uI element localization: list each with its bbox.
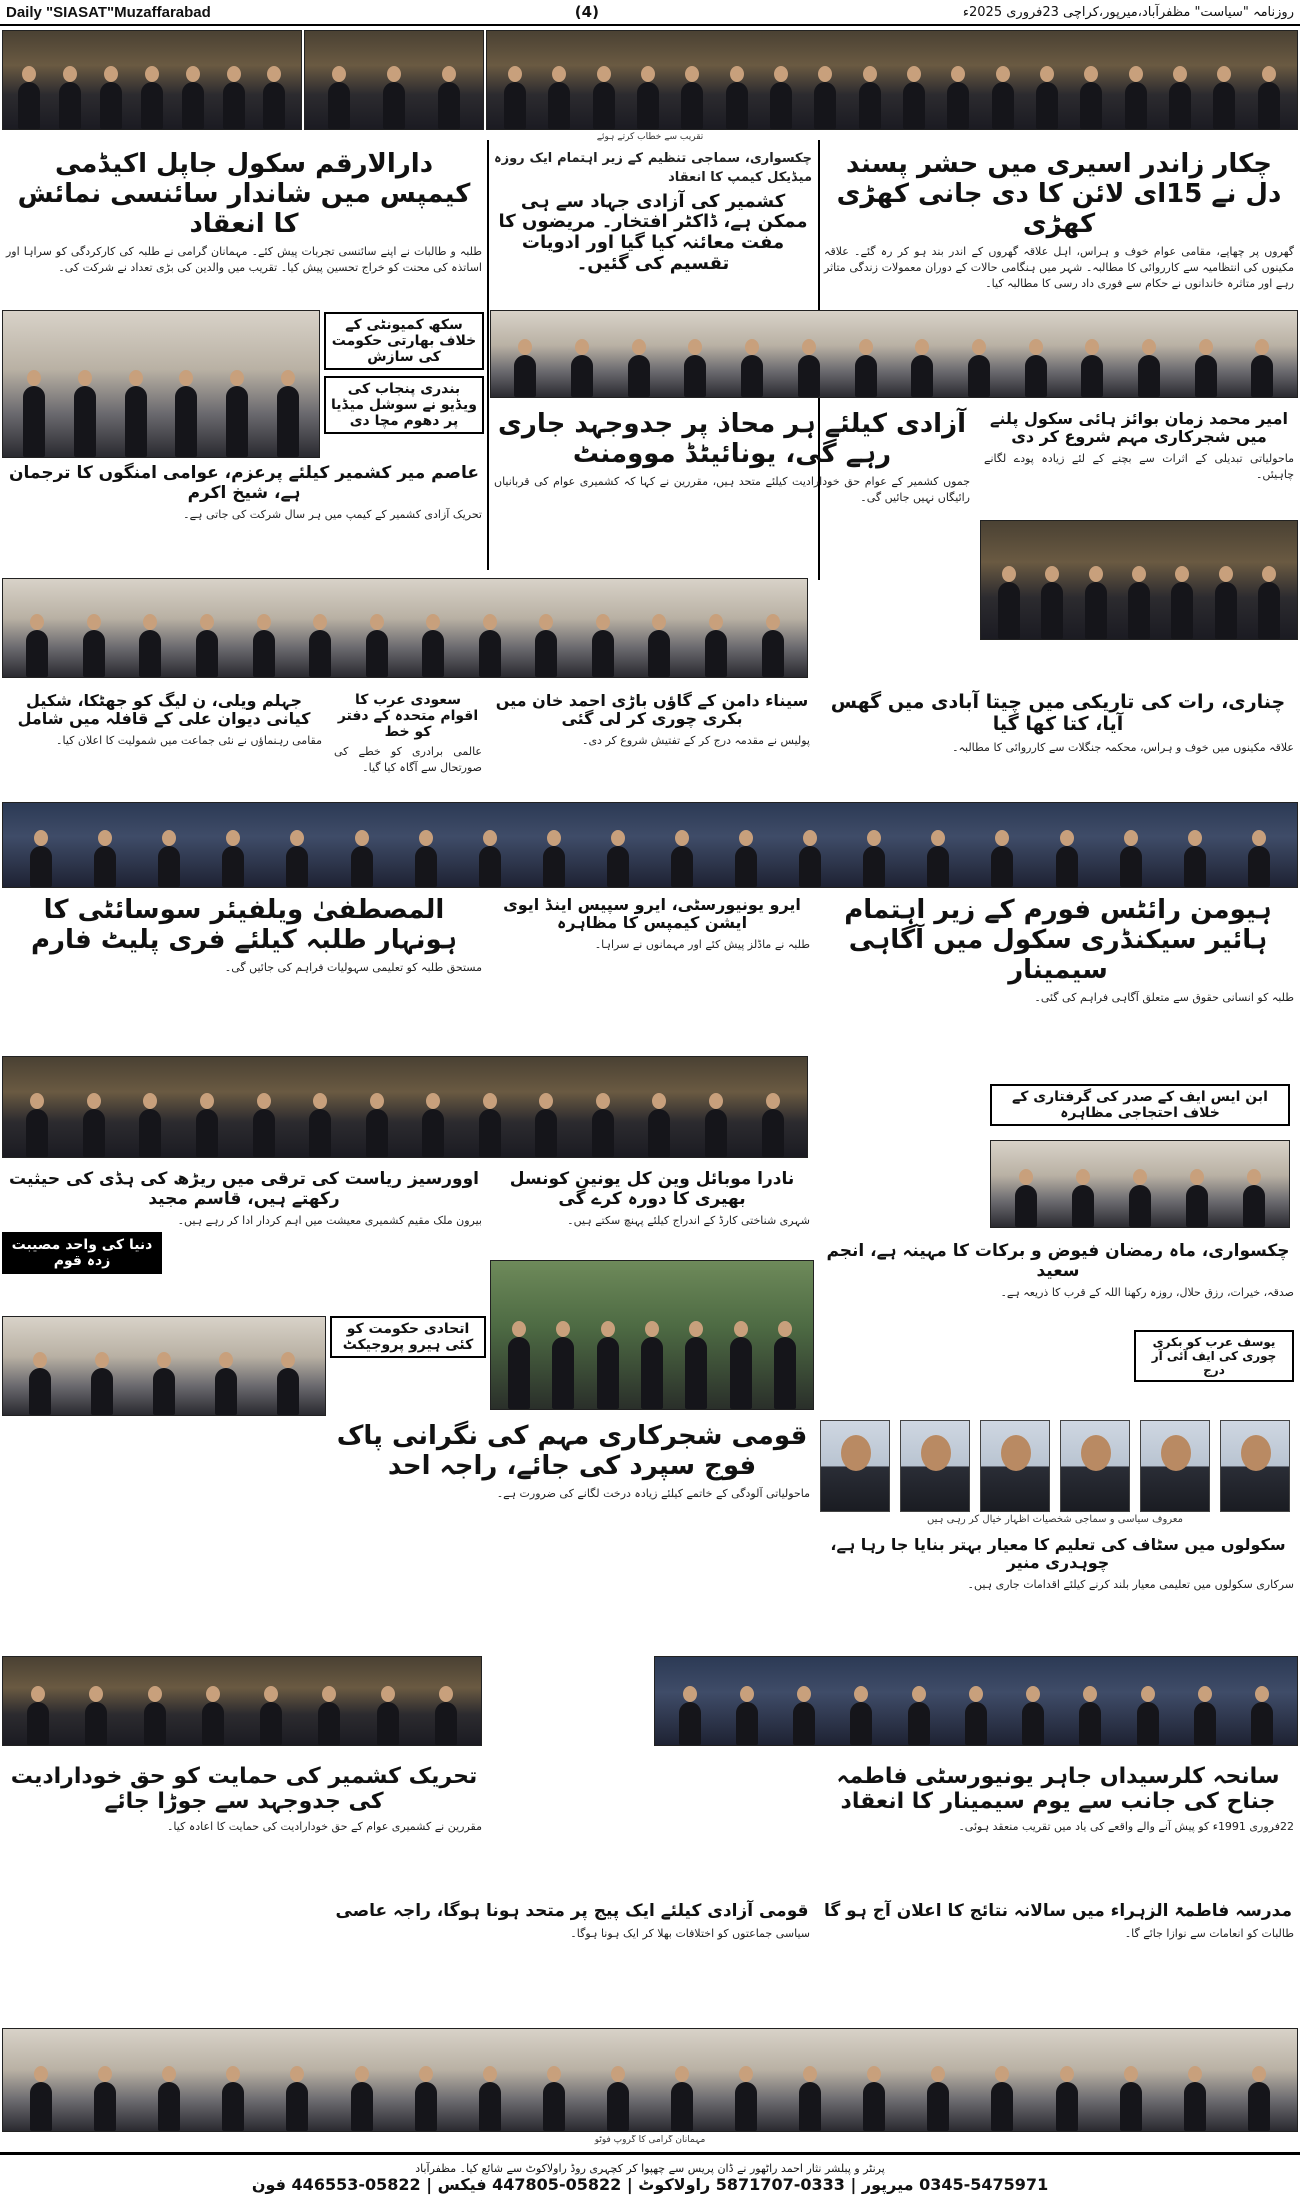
headline: سانحہ کلرسیداں جاہر یونیورسٹی فاطمہ جناح کی جانب سے یوم سیمینار کا انعقاد — [836, 1764, 1280, 1815]
article-body: سرکاری سکولوں میں تعلیمی معیار بلند کرنے کیلئے اقدامات جاری ہیں۔ — [967, 1577, 1294, 1591]
headline: کشمیر کی آزادی جہاد سے ہی ممکن ہے، ڈاکٹر افتخار۔ مریضوں کا مفت معائنہ کیا گیا اور ادویات تقسیم کی گئیں۔ — [498, 190, 808, 274]
article-body: شہری شناختی کارڈ کے اندراج کیلئے پہنچ سکتے ہیں۔ — [567, 1214, 810, 1228]
article-body: ماحولیاتی آلودگی کے خاتمے کیلئے زیادہ درخت لگانے کی ضرورت ہے۔ — [496, 1486, 810, 1500]
paper-name: Daily "SIASAT"Muzaffarabad — [6, 3, 211, 21]
article-a18 — [818, 1534, 1298, 1595]
date-line: روزنامہ "سیاست" مظفرآباد،میرپور،کراچی 23فروری 2025ء — [962, 4, 1294, 20]
headline: المصطفیٰ ویلفیئر سوسائٹی کا ہونہار طلبہ کیلئے فری پلیٹ فارم — [30, 895, 458, 955]
article-body: طلبہ کو انسانی حقوق سے متعلق آگاہی فراہم کی گئی۔ — [1034, 990, 1294, 1004]
photo-row4-right — [990, 1140, 1290, 1228]
headline: قومی شجرکاری مہم کی نگرانی پاک فوج سپرد کی جائے، راجہ احد — [336, 1421, 808, 1481]
headline: نادرا موبائل وین کل یونین کونسل بھیری کا دورہ کرے گی — [509, 1169, 795, 1209]
article-a2 — [2, 148, 486, 278]
article-a3 — [490, 148, 816, 276]
article-body: مستحق طلبہ کو تعلیمی سہولیات فراہم کی جائیں گی۔ — [224, 960, 482, 974]
footer-imprint: پرنٹر و پبلشر نثار احمد راٹھور نے ڈان پریس سے چھپوا کر کچہری روڈ راولاکوٹ سے شائع کیا۔ مظفرآباد — [415, 2161, 885, 2175]
article-a15 — [2, 1168, 486, 1231]
headline: قومی آزادی کیلئے ایک پیج پر متحد ہونا ہوگا، راجہ عاصی — [335, 1901, 809, 1921]
article-body: طلبہ نے ماڈلز پیش کئے اور مہمانوں نے سراہا۔ — [594, 937, 810, 951]
article-a7 — [2, 690, 326, 751]
photo-row2-right — [980, 520, 1298, 640]
box-3: اتحادی حکومت کو کئی ہیرو پروجیکٹ — [330, 1316, 486, 1358]
article-a16 — [330, 1420, 814, 1504]
article-body: پولیس نے مقدمہ درج کر کے تفتیش شروع کر دی۔ — [582, 733, 810, 747]
box-6: یوسف عرب کو بکری چوری کی ایف آئی آر درج — [1134, 1330, 1294, 1382]
article-body: صدقہ، خیرات، رزق حلال، روزہ رکھنا اللہ کے قرب کا ذریعہ ہے۔ — [1000, 1286, 1294, 1300]
article-body: سیاسی جماعتوں کو اختلافات بھلا کر ایک ہونا ہوگا۔ — [570, 1926, 810, 1940]
photo-row5-left — [2, 1316, 326, 1416]
article-a5 — [980, 408, 1298, 485]
article-a6 — [2, 462, 486, 525]
portrait-2 — [900, 1420, 970, 1512]
box-5: دنیا کی واحد مصیبت زدہ قوم — [2, 1232, 162, 1274]
article-a20 — [2, 1762, 486, 1837]
article-body: ماحولیاتی تبدیلی کے اثرات سے بچنے کے لئے زیادہ پودے لگانے چاہیئں۔ — [984, 451, 1294, 481]
article-a14 — [490, 1168, 814, 1231]
strip-caption-1: تقریب سے خطاب کرتے ہوئے — [596, 132, 704, 142]
footer-contacts: 0345-5475971 میرپور | 0333-5871707 راولاکوٹ | 05822-447805 فیکس | 05822-446553 فون — [251, 2174, 1049, 2194]
article-a21 — [818, 1900, 1298, 1943]
photo-row2-wide — [2, 578, 808, 678]
article-a10 — [818, 690, 1298, 758]
headline: ایرو یونیورسٹی، ایرو سپیس اینڈ ایوی ایشن کیمپس کا مظاہرہ — [503, 895, 801, 933]
headline: دارالارقم سکول جاپل اکیڈمی کیمپس میں شاندار سائنسی نمائش کا انعقاد — [17, 149, 471, 239]
article-body: عالمی برادری کو خطے کی صورتحال سے آگاہ کیا گیا۔ — [334, 745, 482, 775]
portrait-1 — [820, 1420, 890, 1512]
photo-row1-right — [490, 310, 1298, 398]
article-body: بیرون ملک مقیم کشمیری معیشت میں اہم کردار ادا کر رہے ہیں۔ — [177, 1214, 482, 1228]
article-a17 — [818, 1240, 1298, 1303]
article-a13 — [2, 894, 486, 978]
headline: ہیومن رائٹس فورم کے زیر اہتمام ہائیر سیکنڈری سکول میں آگاہی سیمینار — [844, 895, 1272, 985]
article-a11 — [818, 894, 1298, 1008]
headline: تحریک کشمیر کی حمایت کو حق خودارادیت کی جدوجہد سے جوڑا جائے — [10, 1764, 478, 1815]
top-photo-center — [304, 30, 484, 130]
headline: آزادی کیلئے ہر محاذ پر جدوجہد جاری رہے گی، یونائیٹڈ موومنٹ — [498, 409, 966, 469]
headline: سکولوں میں سٹاف کی تعلیم کا معیار بہتر بنایا جا رہا ہے، چوہدری منیر — [830, 1535, 1286, 1573]
photo-row4 — [2, 1056, 808, 1158]
article-a19 — [818, 1762, 1298, 1837]
article-body: طالبات کو انعامات سے نوازا جائے گا۔ — [1124, 1926, 1294, 1940]
portrait-5 — [1140, 1420, 1210, 1512]
article-intro: چکسواری، سماجی تنظیم کے زیر اہتمام ایک روزہ میڈیکل کیمپ کا انعقاد — [494, 151, 812, 185]
headline: چناری، رات کی تاریکی میں چیتا آبادی میں گھس آیا، کتا کھا گیا — [830, 691, 1286, 735]
box-1: سکھ کمیونٹی کے خلاف بھارتی حکومت کی سازش — [324, 312, 484, 370]
article-a22 — [330, 1900, 814, 1943]
headline: اوورسیز ریاست کی ترقی میں ریڑھ کی ہڈی کی حیثیت رکھتے ہیں، قاسم مجید — [9, 1169, 479, 1209]
headline: جہلم ویلی، ن لیگ کو جھٹکا، شکیل کیانی دیوان علی کے قافلہ میں شامل — [17, 691, 311, 729]
article-body: علاقہ مکینوں میں خوف و ہراس، محکمہ جنگلات سے کارروائی کا مطالبہ۔ — [952, 740, 1294, 754]
headline: مدرسہ فاطمۃ الزہراء میں سالانہ نتائج کا اعلان آج ہو گا — [823, 1901, 1293, 1921]
article-a8 — [330, 690, 486, 778]
article-body: مقررین نے کشمیری عوام کے حق خودارادیت کی حمایت کا اعادہ کیا۔ — [166, 1819, 482, 1833]
article-a1 — [820, 148, 1298, 293]
article-body: تحریک آزادی کشمیر کے کیمپ میں ہر سال شرکت کی جاتی ہے۔ — [183, 508, 482, 522]
box-4: ابن ایس ایف کے صدر کی گرفتاری کے خلاف احتجاجی مظاہرہ — [990, 1084, 1290, 1126]
headline: سیناء دامن کے گاؤں باڑی احمد خان میں بکری چوری کر لی گئی — [495, 691, 809, 729]
footer — [0, 2152, 1300, 2200]
photo-row3 — [2, 802, 1298, 888]
top-photo-right — [486, 30, 1298, 130]
article-body: 22فروری 1991ء کو پیش آنے والے واقعے کی یاد میں تقریب منعقد ہوئی۔ — [958, 1819, 1294, 1833]
portraits-caption: معروف سیاسی و سماجی شخصیات اظہار خیال کر رہی ہیں — [927, 1514, 1183, 1525]
photo-row5-center — [490, 1260, 814, 1410]
photo-row6-right — [654, 1656, 1298, 1746]
headline: چکسواری، ماہ رمضان فیوض و برکات کا مہینہ ہے، انجم سعید — [826, 1241, 1290, 1281]
headline: سعودی عرب کا اقوام متحدہ کے دفتر کو خط — [337, 692, 479, 741]
article-body: گھروں پر چھاپے، مقامی عوام خوف و ہراس، اہل علاقہ گھروں کے اندر بند ہو کر رہ گئے۔ علاقہ مکینوں کی انتظامیہ سے کارروائی کا مطالبہ۔ شہر میں ہنگامی حالات کے دوران معمولات زندگی متاثر رہے اور متاثرہ خاندانوں نے حکام سے فوری داد رسی کا مطالبہ کیا۔ — [824, 244, 1294, 290]
photo-row6-left — [2, 1656, 482, 1746]
headline: امیر محمد زمان بوائز ہائی سکول پلنے میں شجرکاری مہم شروع کر دی — [990, 409, 1288, 447]
article-a4 — [490, 408, 974, 508]
portrait-4 — [1060, 1420, 1130, 1512]
photo-row1-left — [2, 310, 320, 458]
box-2: بندری پنجاب کی ویڈیو نے سوشل میڈیا پر دھوم مچا دی — [324, 376, 484, 434]
bottom-photo — [2, 2028, 1298, 2132]
article-a9 — [490, 690, 814, 751]
article-a12 — [490, 894, 814, 955]
article-body: مقامی رہنماؤں نے نئی جماعت میں شمولیت کا اعلان کیا۔ — [56, 733, 322, 747]
page-number: (4) — [574, 3, 599, 21]
top-photo-left — [2, 30, 302, 130]
article-body: جموں کشمیر کے عوام حق خودارادیت کیلئے متحد ہیں، مقررین نے کہا کہ کشمیری عوام کی قربانیاں رائیگاں نہیں جائیں گی۔ — [494, 474, 970, 504]
strip-caption-2: مہمانان گرامی کا گروپ فوٹو — [594, 2135, 706, 2145]
masthead — [0, 0, 1300, 26]
article-body: طلبہ و طالبات نے اپنے سائنسی تجربات پیش کئے۔ مہمانان گرامی نے طلبہ کی کارکردگی کو سراہا اور اساتذہ کی محنت کو خراج تحسین پیش کیا۔ تقریب میں والدین کی بڑی تعداد نے شرکت کی۔ — [6, 244, 482, 274]
portrait-3 — [980, 1420, 1050, 1512]
headline: عاصم میر کشمیر کیلئے پرعزم، عوامی امنگوں کا ترجمان ہے، شیخ اکرم — [9, 463, 479, 503]
portrait-6 — [1220, 1420, 1290, 1512]
headline: چکار زاندر اسیری میں حشر پسند دل نے 15ای لائن کا دی جانی کھڑی کھڑی — [836, 149, 1282, 239]
